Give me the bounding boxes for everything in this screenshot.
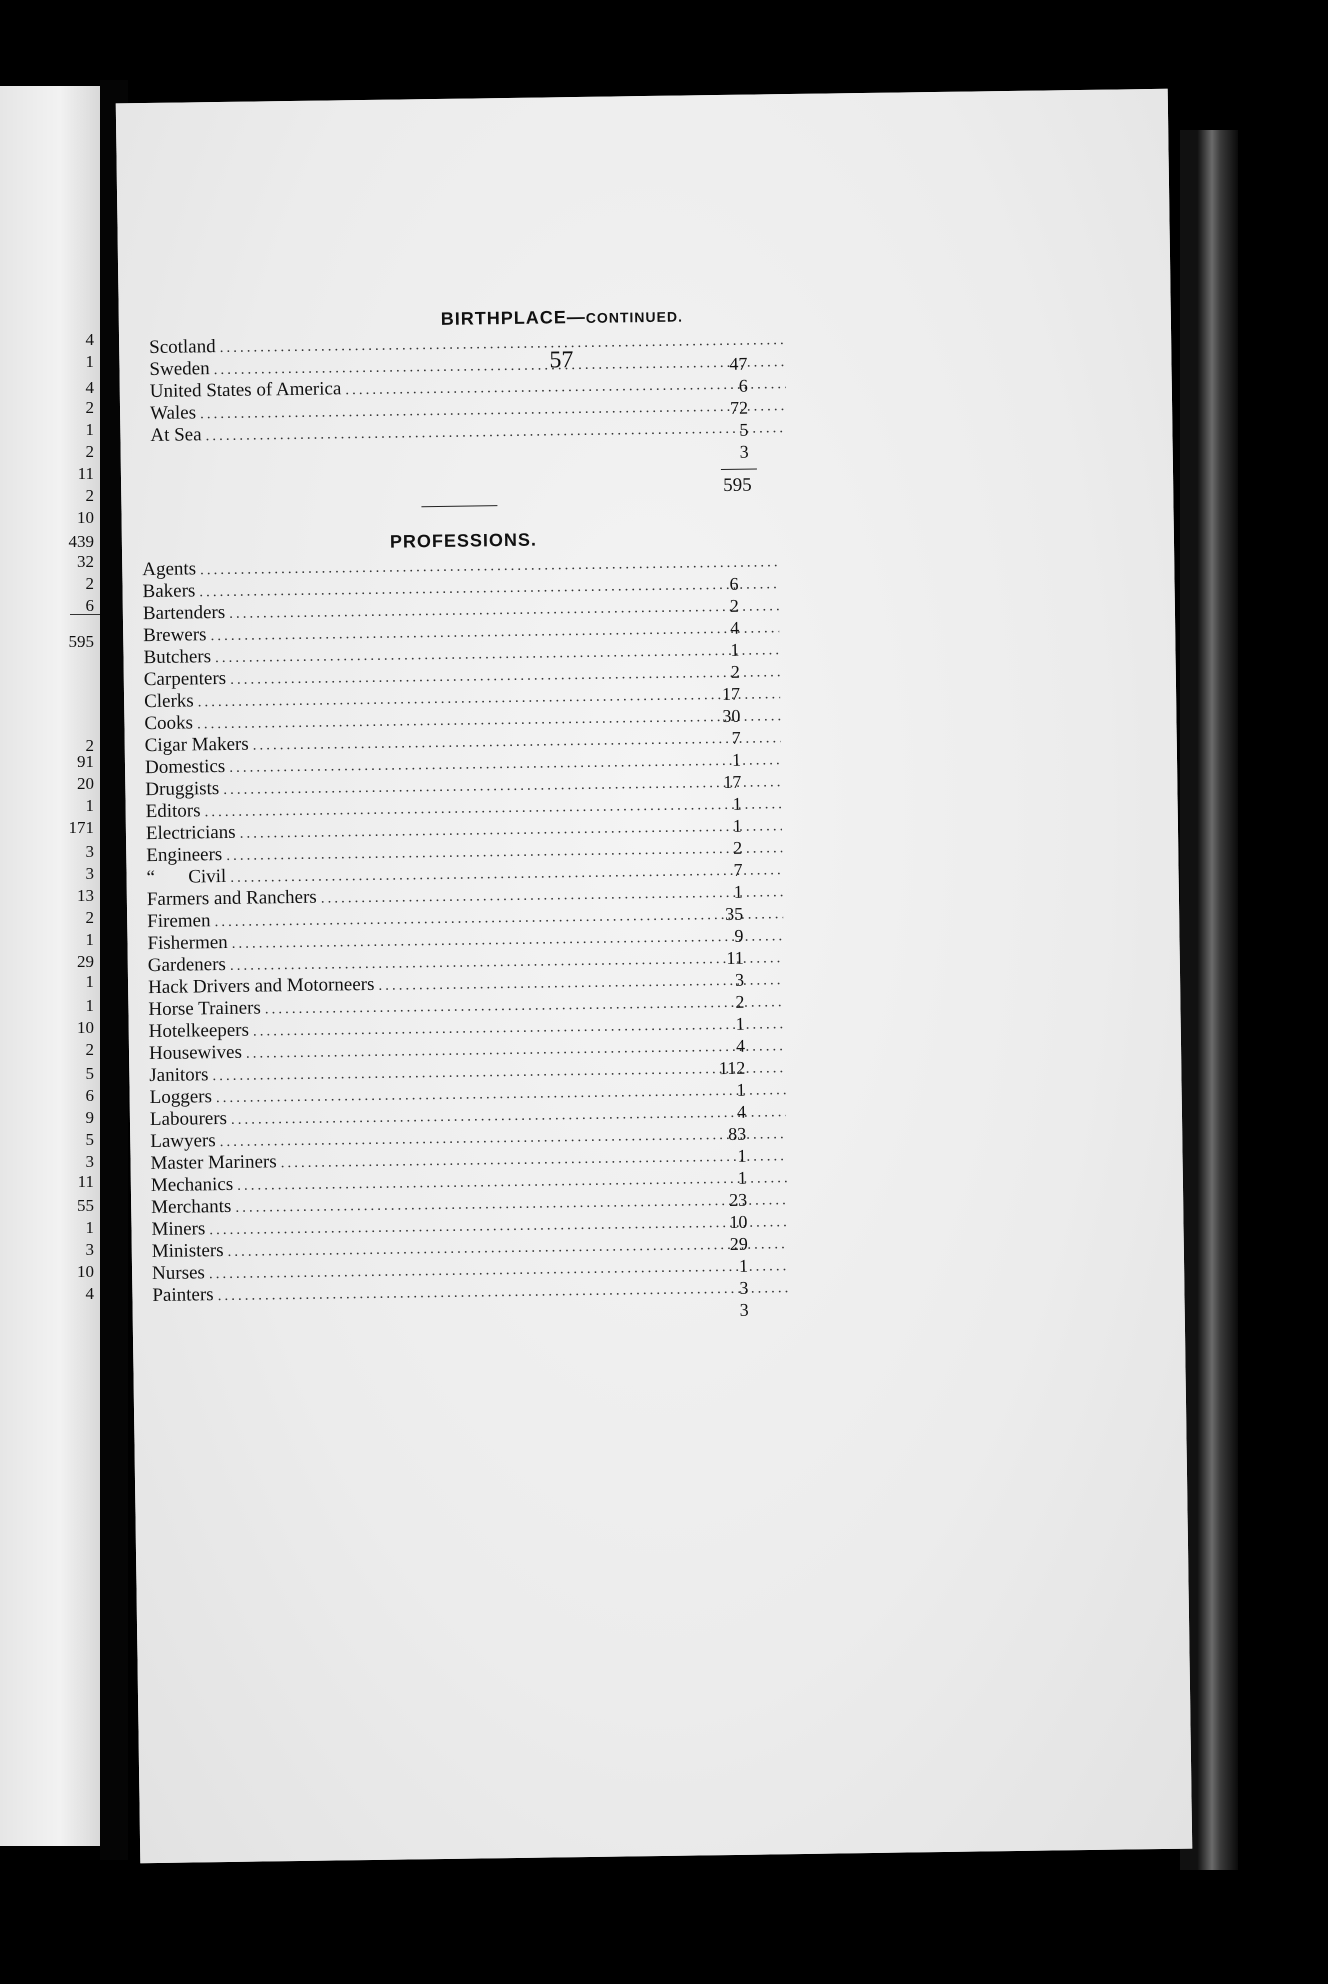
item-label: Cigar Makers (144, 733, 249, 757)
item-value: 1 (738, 1255, 749, 1276)
left-page-number: 9 (85, 1108, 94, 1127)
item-value: 1 (737, 1145, 747, 1166)
item-value: 83 (728, 1123, 747, 1144)
item-value: 1 (733, 881, 743, 902)
item-label: Hotelkeepers (148, 1019, 250, 1043)
item-label: Cooks (144, 712, 194, 735)
item-label: Sweden (149, 358, 210, 380)
left-page-number: 13 (77, 886, 94, 905)
item-label: Fishermen (147, 931, 228, 955)
item-value: 6 (729, 573, 739, 594)
item-label: At Sea (150, 424, 202, 446)
item-value: 3 (739, 441, 749, 462)
left-page-number: 2 (85, 574, 94, 593)
item-value: 2 (730, 661, 740, 682)
left-page-number: 1 (85, 352, 94, 371)
item-value: 4 (735, 1035, 746, 1056)
item-value: 1 (737, 1167, 747, 1188)
item-label: “ Civil (146, 865, 227, 889)
item-label: Agents (142, 558, 197, 581)
item-label: Wales (149, 402, 197, 424)
item-label: Labourers (149, 1107, 228, 1131)
left-page-number: 1 (85, 1218, 94, 1237)
dot-leader (205, 420, 786, 445)
item-value: 3 (734, 969, 745, 990)
left-page-number: 6 (85, 596, 94, 615)
item-value: 3 (739, 1277, 749, 1298)
item-value: 17 (723, 771, 742, 793)
item-label: Firemen (147, 910, 211, 933)
left-page-number: 2 (85, 486, 94, 505)
item-value: 23 (728, 1189, 748, 1210)
item-value: 7 (733, 859, 743, 880)
item-value: 30 (722, 705, 741, 727)
item-value: 1 (735, 1013, 745, 1034)
item-value: 47 (729, 353, 748, 374)
left-page-number: 1 (85, 796, 94, 815)
left-page-number: 4 (85, 1284, 94, 1303)
left-page-number: 32 (77, 552, 94, 571)
item-value: 1 (732, 793, 742, 814)
item-label: Druggists (145, 778, 220, 801)
left-page-number: 439 (68, 532, 94, 551)
item-label: Housewives (148, 1041, 243, 1065)
item-value: 72 (729, 397, 749, 418)
item-label: Brewers (143, 624, 207, 647)
item-value: 6 (738, 375, 748, 396)
item-label: Horse Trainers (148, 997, 261, 1021)
item-label: Janitors (149, 1064, 209, 1087)
left-page-number: 55 (77, 1196, 94, 1215)
item-label: Mechanics (150, 1173, 234, 1197)
item-label: United States of America (149, 378, 342, 402)
left-page-number: 1 (85, 420, 94, 439)
page-number: 57 (549, 347, 574, 374)
left-page-number: 11 (77, 1172, 94, 1191)
item-value: 1 (731, 749, 742, 770)
left-page-number: 4 (85, 378, 94, 397)
left-page-number: 5 (85, 1130, 94, 1149)
birthplace-values (707, 353, 749, 464)
item-label: Hack Drivers and Motorneers (147, 973, 375, 999)
birthplace-title-main: BIRTHPLACE— (440, 306, 586, 329)
left-page-number: 10 (77, 1018, 94, 1037)
dot-leader (218, 1280, 789, 1305)
item-label: Farmers and Ranchers (146, 886, 317, 911)
left-page-number: 1 (85, 972, 94, 991)
item-value: 2 (733, 837, 743, 858)
birthplace-title-continued: CONTINUED. (585, 308, 684, 326)
item-value: 17 (721, 683, 741, 705)
item-label: Loggers (149, 1086, 213, 1109)
left-page-number: 2 (85, 398, 94, 417)
item-value: 7 (731, 727, 741, 748)
item-label: Carpenters (143, 667, 227, 691)
left-page-number: 595 (68, 632, 94, 651)
item-label: Scotland (149, 336, 216, 358)
item-label: Nurses (151, 1262, 206, 1285)
item-label: Engineers (146, 844, 223, 867)
left-page-number: 91 (77, 752, 94, 771)
item-label: Editors (145, 800, 201, 823)
left-page-number: 10 (77, 1262, 94, 1281)
item-value: 29 (729, 1233, 748, 1254)
left-page-number: 1 (85, 996, 94, 1015)
left-page-number: 6 (85, 1086, 94, 1105)
left-page-number: 3 (85, 1240, 94, 1259)
item-label: Master Mariners (150, 1151, 277, 1175)
item-value: 4 (730, 617, 740, 638)
left-page-number: 11 (77, 464, 94, 483)
left-page-number: 3 (85, 864, 94, 883)
item-label: Bakers (142, 580, 196, 603)
item-value: 10 (729, 1211, 748, 1232)
item-value: 1 (736, 1079, 746, 1100)
left-page-number: 2 (85, 1040, 94, 1059)
item-value: 3 (739, 1299, 749, 1320)
item-label: Domestics (144, 755, 226, 779)
item-label: Electricians (145, 821, 236, 845)
item-value: 9 (734, 925, 744, 946)
item-label: Painters (152, 1284, 214, 1307)
left-page-number: 4 (85, 330, 94, 349)
left-page-number: 10 (77, 508, 94, 527)
item-label: Butchers (143, 646, 212, 669)
item-label: Bartenders (142, 601, 226, 625)
birthplace-heading (441, 306, 683, 330)
item-value: 35 (725, 903, 744, 924)
total-rule (721, 469, 757, 471)
item-label: Lawyers (150, 1130, 216, 1153)
item-value: 1 (732, 815, 743, 836)
left-page-fragment (0, 86, 100, 1846)
left-page-number: 5 (85, 1064, 94, 1083)
item-label: Merchants (151, 1195, 232, 1219)
left-page-rule (70, 614, 100, 615)
section-divider (421, 505, 497, 507)
birthplace-total: 595 (723, 474, 752, 496)
left-page-number: 2 (85, 908, 94, 927)
left-page-number: 171 (68, 818, 94, 837)
item-value: 5 (739, 419, 749, 440)
item-value: 4 (736, 1101, 747, 1122)
item-value: 1 (730, 639, 740, 660)
left-page-number: 20 (77, 774, 94, 793)
left-page-number: 29 (77, 952, 94, 971)
left-page-number: 2 (85, 736, 94, 755)
item-value: 2 (735, 991, 745, 1012)
item-label: Clerks (143, 690, 194, 713)
left-page-number: 1 (85, 930, 94, 949)
item-value: 2 (729, 595, 739, 616)
left-page-number: 3 (85, 1152, 94, 1171)
book-page (116, 89, 1192, 1864)
item-value: 112 (718, 1057, 746, 1079)
item-value: 11 (726, 947, 744, 968)
left-page-number: 2 (85, 442, 94, 461)
item-label: Miners (151, 1218, 206, 1241)
item-label: Gardeners (147, 953, 227, 977)
professions-heading: PROFESSIONS. (389, 529, 538, 552)
left-page-number: 3 (85, 842, 94, 861)
item-label: Ministers (151, 1240, 224, 1263)
